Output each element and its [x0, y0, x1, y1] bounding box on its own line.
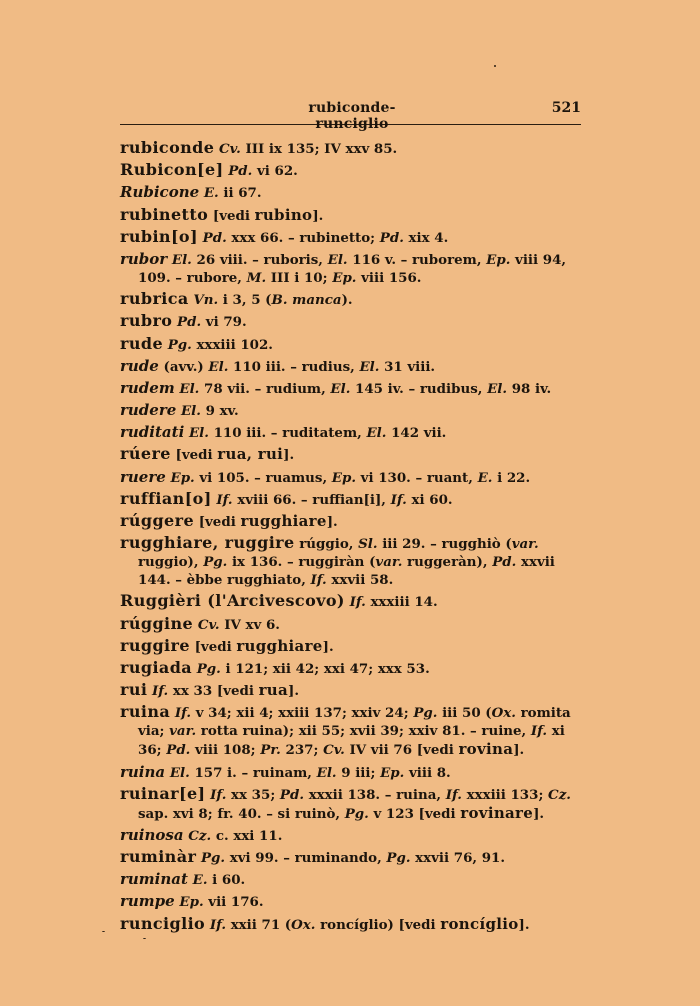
page-number: 521	[551, 100, 581, 116]
dictionary-entries	[120, 139, 581, 937]
entry-text: xix 4.	[403, 229, 449, 246]
entry-text: ].	[288, 683, 300, 700]
entry-text: 9 iii;	[336, 764, 381, 781]
entry-text: iii 50 (	[437, 705, 492, 722]
entry-text: ).	[341, 292, 353, 309]
entry-text: vi 105. – ruamus,	[194, 469, 332, 486]
abbreviation: E.	[203, 185, 219, 202]
entry-text: v 123 [vedi	[368, 805, 461, 822]
dictionary-entry	[120, 659, 581, 678]
abbreviation: El.	[330, 380, 351, 397]
abbreviation: El.	[487, 380, 508, 397]
abbreviation: Pg.	[167, 336, 192, 353]
entry-text: 110 iii. – rudius,	[228, 358, 360, 375]
dictionary-entry	[120, 703, 581, 759]
abbreviation: Sl.	[358, 536, 378, 553]
headword: rubinetto	[120, 204, 209, 224]
entry-text: i 22.	[492, 469, 531, 486]
headword: runciglio	[120, 913, 206, 933]
cross-reference: rugghiare	[240, 512, 327, 530]
entry-text: xi 36;	[138, 723, 565, 759]
entry-text: 145 iv. – rudibus,	[350, 380, 488, 397]
abbreviation: Pr.	[260, 742, 281, 759]
abbreviation: Ep.	[179, 894, 204, 911]
abbreviation: Cz.	[548, 786, 571, 803]
abbreviation: Pg.	[203, 554, 228, 571]
abbreviation: If.	[174, 705, 192, 722]
abbreviation: E.	[477, 469, 493, 486]
entry-text: 9 xv.	[200, 403, 239, 420]
headword: rúggine	[120, 613, 194, 633]
abbreviation: El.	[366, 425, 387, 442]
entry-text: xxvii 76, 91.	[410, 850, 506, 867]
abbreviation: B. manca	[271, 292, 342, 309]
abbreviation: El.	[179, 380, 200, 397]
abbreviation: If.	[216, 491, 233, 508]
abbreviation: Ox.	[291, 916, 316, 933]
abbreviation: Pd.	[166, 742, 191, 759]
dictionary-entry	[120, 763, 581, 782]
cross-reference: roncíglio	[440, 914, 519, 933]
abbreviation: Cv.	[197, 616, 220, 633]
abbreviation: If.	[209, 916, 227, 933]
abbreviation: Ep.	[331, 469, 357, 486]
abbreviation: Pg.	[196, 660, 221, 677]
entry-text: ].	[326, 514, 338, 530]
dictionary-entry	[120, 870, 581, 889]
entry-text: sap. xvi 8; fr. 40. – si ruinò,	[138, 805, 345, 822]
entry-text: [vedi	[194, 514, 241, 530]
cross-reference: rua	[258, 681, 289, 700]
dictionary-entry	[120, 290, 581, 309]
dictionary-entry	[120, 534, 581, 589]
abbreviation: El.	[316, 764, 337, 781]
entry-text: ].	[513, 742, 525, 759]
entry-text: ruggeràn),	[402, 554, 493, 571]
abbreviation: If.	[445, 786, 462, 803]
cross-reference: rovinare	[460, 803, 534, 822]
entry-text: xxvii 58.	[326, 572, 394, 589]
headword: rubiconde	[120, 138, 215, 157]
abbreviation: If.	[152, 683, 169, 700]
dictionary-entry	[120, 826, 581, 845]
entry-text: III i 10;	[266, 269, 333, 286]
entry-text: 31 viii.	[379, 358, 436, 375]
entry-text: 110 iii. – ruditatem,	[208, 425, 367, 442]
headword: rubrica	[120, 289, 189, 309]
abbreviation: If.	[530, 723, 548, 740]
abbreviation: Ep.	[486, 251, 511, 268]
entry-text: ii 67.	[218, 185, 262, 202]
page-header	[120, 100, 581, 132]
entry-text: ].	[533, 805, 545, 822]
headword: rui	[120, 680, 148, 700]
entry-text: xx 35;	[226, 786, 280, 803]
headword-latin: rudem	[120, 378, 175, 397]
abbreviation: Ep.	[170, 469, 195, 486]
abbreviation: El.	[180, 403, 201, 420]
abbreviation: Pg.	[413, 705, 438, 722]
dictionary-entry	[120, 357, 581, 376]
entry-text: xxxiii 133;	[461, 786, 549, 803]
entry-text: romita via;	[138, 705, 571, 740]
entry-text: xviii 66. – ruffian[i],	[232, 491, 391, 508]
dictionary-entry	[120, 637, 581, 656]
abbreviation: var.	[169, 723, 197, 740]
entry-text: 26 viii. – ruboris,	[191, 251, 328, 268]
dictionary-entry	[120, 892, 581, 911]
abbreviation: El.	[171, 251, 192, 268]
headword-latin: rumpe	[120, 892, 175, 911]
entry-text: [vedi	[189, 638, 237, 655]
abbreviation: M.	[246, 269, 267, 286]
headword: Ruggièri (l'Arcivescovo)	[120, 591, 345, 611]
entry-text: vi 130. – ruant,	[356, 469, 478, 486]
abbreviation: El.	[188, 425, 209, 442]
dictionary-entry	[120, 379, 581, 398]
dictionary-entry	[120, 915, 581, 934]
cross-reference: rubino	[254, 205, 313, 224]
abbreviation: Pg.	[386, 850, 411, 867]
entry-text: xxxii 138. – ruina,	[304, 786, 446, 803]
headword: ruggire	[120, 635, 190, 655]
abbreviation: El.	[208, 358, 229, 375]
dictionary-entry	[120, 490, 581, 509]
entry-text: IV xv 6.	[219, 616, 280, 633]
entry-text: [vedi	[170, 447, 218, 464]
abbreviation: Pd.	[492, 554, 517, 571]
abbreviation: Pg.	[344, 805, 369, 822]
entry-text: [vedi	[208, 207, 255, 224]
abbreviation: Vn.	[193, 292, 219, 309]
headword: ruffian[o]	[120, 488, 212, 508]
entry-text: ].	[518, 916, 530, 933]
print-speck	[102, 931, 105, 932]
dictionary-entry	[120, 848, 581, 867]
abbreviation: Pd.	[228, 163, 253, 180]
abbreviation: If.	[349, 594, 366, 611]
entry-text: viii 156.	[356, 269, 422, 286]
entry-text: 142 vii.	[386, 425, 447, 442]
entry-text: i 121; xii 42; xxi 47; xxx 53.	[220, 660, 430, 677]
headword: rubin[o]	[120, 226, 198, 246]
headword-latin: Rubicone	[120, 183, 200, 202]
dictionary-entry	[120, 445, 581, 464]
entry-text: xxvii 144. – èbbe rugghiato,	[138, 554, 555, 589]
headword-latin: ruinosa	[120, 825, 184, 844]
entry-text: xxxiii 14.	[365, 594, 438, 611]
dictionary-entry	[120, 206, 581, 225]
headword: rude	[120, 333, 164, 353]
entry-text: IV vii 76 [vedi	[344, 742, 459, 759]
dictionary-entry	[120, 312, 581, 331]
headword-latin: ruminat	[120, 870, 188, 889]
abbreviation: Ep.	[380, 764, 405, 781]
entry-text: viii 108;	[190, 742, 261, 759]
entry-text: 157 i. – ruinam,	[189, 764, 317, 781]
entry-text: i 60.	[207, 872, 246, 889]
abbreviation: Pd.	[202, 229, 227, 246]
dictionary-entry	[120, 512, 581, 531]
entry-text: c. xxi 11.	[211, 827, 283, 844]
entry-text: ix 136. – ruggiràn (	[227, 554, 376, 571]
entry-text: 116 v. – ruborem,	[347, 251, 487, 268]
headword: rúere	[120, 444, 171, 464]
dictionary-entry	[120, 335, 581, 354]
headword-latin: rubor	[120, 249, 168, 268]
headword-latin: rudere	[120, 401, 177, 420]
entry-text: xxx 66. – rubinetto;	[226, 229, 380, 246]
dictionary-entry	[120, 785, 581, 823]
headword: ruminàr	[120, 847, 197, 867]
dictionary-entry	[120, 423, 581, 442]
abbreviation: var.	[375, 554, 403, 571]
abbreviation: Ox.	[491, 705, 516, 722]
running-head: rubiconde-runciglio	[308, 100, 396, 132]
entry-text: ruggio),	[138, 554, 204, 571]
entry-text: xxii 71 (	[226, 916, 292, 933]
cross-reference: rugghiare	[236, 636, 323, 655]
dictionary-entry	[120, 250, 581, 287]
dictionary-entry	[120, 401, 581, 420]
entry-text: 78 vii. – rudium,	[199, 380, 331, 397]
abbreviation: Pd.	[379, 229, 404, 246]
headword: rubro	[120, 311, 173, 331]
entry-text: i 3, 5 (	[218, 292, 272, 309]
dictionary-entry	[120, 615, 581, 634]
entry-text: 237;	[280, 742, 324, 759]
entry-text: v 34; xii 4; xxiii 137; xxiv 24;	[191, 705, 414, 722]
abbreviation: If.	[210, 786, 227, 803]
headword: Rubicon[e]	[120, 160, 224, 180]
abbreviation: El.	[169, 764, 190, 781]
entry-text: xxxiii 102.	[191, 336, 273, 353]
dictionary-entry	[120, 681, 581, 700]
dictionary-entry	[120, 592, 581, 611]
headword: rúggere	[120, 511, 195, 530]
entry-text: rúggio,	[294, 536, 359, 553]
entry-text: viii 94, 109. – rubore,	[138, 251, 567, 286]
entry-text: vi 79.	[201, 314, 247, 331]
headword-latin: ruditati	[120, 423, 185, 442]
abbreviation: E.	[192, 872, 208, 889]
abbreviation: If.	[310, 572, 327, 589]
dictionary-entry	[120, 161, 581, 180]
entry-text: iii 29. – rugghiò (	[377, 536, 512, 553]
entry-text: xx 33 [vedi	[168, 683, 259, 700]
abbreviation: Cv.	[219, 141, 241, 157]
cross-reference: rovina	[458, 740, 514, 759]
entry-text: xi 60.	[406, 491, 453, 508]
headword-latin: ruina	[120, 762, 166, 781]
print-speck	[143, 938, 146, 939]
abbreviation: El.	[359, 358, 380, 375]
cross-reference: rua, rui	[217, 445, 284, 464]
headword: ruinar[e]	[120, 783, 206, 803]
entry-text: ].	[283, 447, 295, 464]
headword: ruina	[120, 702, 171, 722]
entry-text: rotta ruina); xii 55; xvii 39; xxiv 81. – ruine,	[196, 723, 531, 740]
dictionary-entry	[120, 228, 581, 247]
entry-text: vi 62.	[252, 163, 298, 180]
abbreviation: Ep.	[332, 269, 357, 286]
abbreviation: Pd.	[177, 314, 202, 331]
headword: rugiada	[120, 657, 193, 677]
headword-latin: rude	[120, 356, 159, 375]
abbreviation: Pg.	[200, 850, 226, 867]
abbreviation: If.	[390, 491, 407, 508]
abbreviation: El.	[327, 251, 348, 268]
abbreviation: Cv.	[323, 742, 345, 759]
dictionary-entry	[120, 183, 581, 202]
entry-text: 98 iv.	[507, 380, 552, 397]
entry-text: xvi 99. – ruminando,	[225, 850, 387, 867]
headword: rugghiare, ruggire	[120, 533, 295, 553]
entry-text: roncíglio) [vedi	[315, 916, 441, 933]
dictionary-entry	[120, 139, 581, 158]
entry-text: (avv.)	[158, 358, 209, 375]
entry-text: vii 176.	[203, 894, 264, 911]
abbreviation: Cz.	[188, 827, 212, 844]
headword-latin: ruere	[120, 467, 166, 486]
print-speck	[494, 65, 496, 67]
dictionary-entry	[120, 468, 581, 487]
entry-text: ].	[312, 207, 324, 224]
abbreviation: var.	[511, 536, 539, 553]
entry-text: viii 8.	[404, 764, 451, 781]
abbreviation: Pd.	[279, 786, 305, 803]
entry-text: ].	[322, 638, 334, 655]
entry-text: III ix 135; IV xxv 85.	[240, 141, 398, 157]
